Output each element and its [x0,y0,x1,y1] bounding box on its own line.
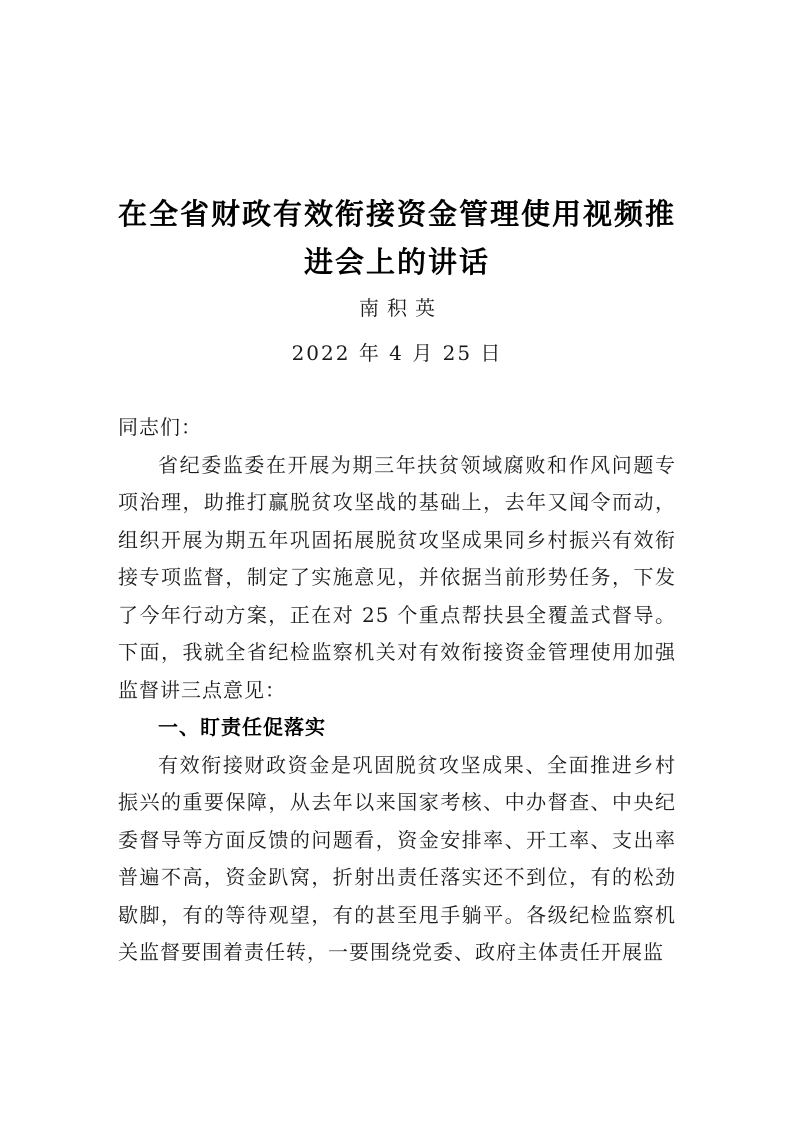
document-body [118,409,676,972]
document-title: 在全省财政有效衔接资金管理使用视频推进会上的讲话 [118,197,677,279]
paragraph: 省纪委监委在开展为期三年扶贫领域腐败和作风问题专项治理，助推打赢脱贫攻坚战的基础上，去年又闻令而动，组织开展为期五年巩固拓展脱贫攻坚成果同乡村振兴有效衔接专项监督，制定了实施意见，并依据当前形势任务，下发了今年行动方案，正在对 25 个重点帮扶县全覆盖式督导。下面，我就全省纪检监察机关对有效衔接资金管理使用加强监督讲三点意见： [118,452,676,702]
document-author: 南积英 [359,296,443,320]
salutation: 同志们： [118,415,202,439]
paragraph: 有效衔接财政资金是巩固脱贫攻坚成果、全面推进乡村振兴的重要保障，从去年以来国家考核、中办督查、中央纪委督导等方面反馈的问题看，资金安排率、开工率、支出率普遍不高，资金趴窝，折射出责任落实还不到位，有的松劲歇脚，有的等待观望，有的甚至甩手躺平。各级纪检监察机关监督要围着责任转，一要围绕党委、政府主体责任开展监 [118,752,676,964]
section-heading: 一、盯责任促落实 [158,715,326,739]
document-date: 2022 年 4 月 25 日 [291,341,503,365]
